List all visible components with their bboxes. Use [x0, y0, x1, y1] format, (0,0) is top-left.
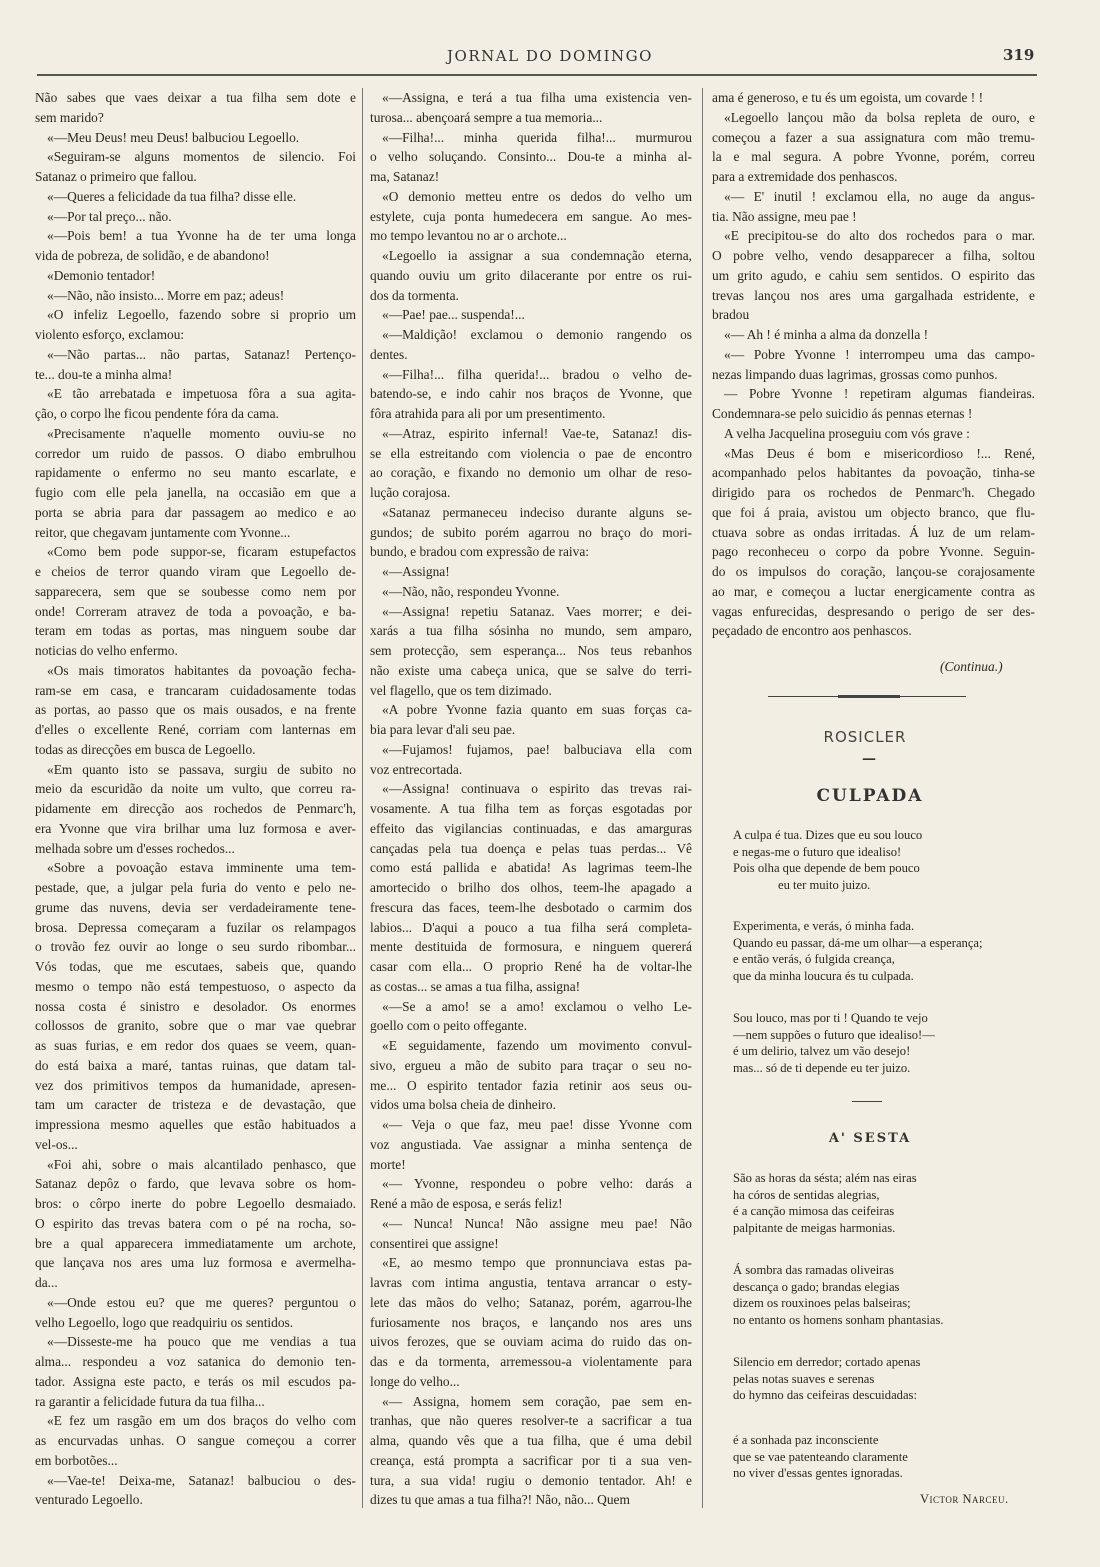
paragraph: [712, 88, 1035, 108]
text-line: d'elles o excellente René, corriam com lanternas em: [35, 722, 356, 737]
text-line: «Satanaz permaneceu indeciso durante alguns se-: [382, 504, 692, 520]
paragraph: [370, 779, 692, 996]
text-line: Satanaz o primeiro que fallou.: [35, 169, 197, 184]
text-line: «—Assigna!: [382, 564, 450, 579]
poem-stanza: [733, 918, 983, 984]
paragraph: [35, 88, 356, 128]
text-line: venturado Legoello.: [35, 1492, 143, 1508]
text-line: «—Se a amo! se a amo! exclamou o velho Le-: [382, 998, 692, 1014]
text-line: pestade, que, a julgar pela furia do vento e pelo ne-: [35, 880, 356, 895]
text-line: as encurvadas unhas. O sangue começou a correr: [35, 1433, 356, 1448]
text-line: ctuava sobre as ondas irritadas. Á luz de um relam-: [712, 524, 1035, 540]
text-line: ma, Satanaz!: [370, 169, 440, 184]
paragraph: [370, 325, 692, 365]
text-line: voz angustiada. Vae assignar a minha sentença de: [370, 1136, 692, 1152]
poem-stanza: [733, 827, 922, 893]
paragraph: [35, 1155, 356, 1293]
text-line: tador. Assigna este pacto, e terás os mil escudos pa-: [35, 1373, 356, 1389]
paragraph: [370, 602, 692, 701]
text-line: casar com ella... O proprio René ha de voltar-lhe: [370, 959, 692, 974]
text-line: um grito agudo, e cahiu sem sentidos. O espirito das: [712, 267, 1035, 283]
poem-line: mas... só de ti depende eu ter juizo.: [733, 1060, 911, 1075]
text-line: Não sabes que vaes deixar a tua filha sem dote e: [35, 90, 356, 105]
text-line: meio da escuridão da noite um vulto, que correu ra-: [35, 781, 356, 797]
poem-line: é a sonhada paz inconsciente: [733, 1433, 879, 1447]
text-line: «—Assigna, e terá a tua filha uma existencia ven-: [382, 90, 692, 105]
text-line: nossa costa é sinistro e desolador. Os enormes: [35, 998, 356, 1014]
text-line: começou a fazer a sua assignatura com mão tremu-: [712, 129, 1035, 145]
poem-line: A culpa é tua. Dizes que eu sou louco: [733, 828, 923, 842]
text-line: sem marido?: [35, 109, 104, 125]
text-line: «—Não partas... não partas, Satanaz! Pertenço-: [47, 346, 356, 362]
text-line: as costas... se amas a tua filha, assigna!: [370, 978, 581, 994]
text-line: Satanaz depôz o fardo, que levava sobre os hom-: [35, 1176, 356, 1192]
text-line: René a mão de esposa, e serás feliz!: [370, 1196, 563, 1211]
paragraph: [370, 1115, 692, 1174]
text-line: que foi á praia, avistou um objecto branco, que flu-: [712, 504, 1035, 520]
poem-stanza: [733, 1432, 908, 1482]
paragraph: [370, 740, 692, 780]
text-line: dizes tu que amas a tua filha?! Não, não... Quem: [370, 1492, 630, 1508]
text-line: xarás a tua filha sósinha no mundo, sem amparo,: [370, 623, 692, 639]
paragraph: [35, 147, 356, 187]
text-line: o trovão fez ouvir ao longe o seu surdo ribombar...: [35, 939, 356, 955]
text-line: era Yvonne que vira brilhar uma luz formosa e aver-: [35, 820, 356, 836]
poem-line: Quando eu passar, dá-me um olhar—a esperança;: [733, 935, 983, 950]
text-line: collossos de granito, sobre que o mar vae quebrar: [35, 1018, 356, 1034]
text-line: estylete, cuja ponta humedecera em sangue. Ao mes-: [370, 208, 692, 224]
text-line: «—Pois bem! a tua Yvonne ha de ter uma longa: [47, 228, 356, 244]
paragraph: [370, 1036, 692, 1115]
text-line: «—Queres a felicidade da tua filha? disse elle.: [47, 188, 297, 204]
poem-line: Experimenta, e verás, ó minha fada.: [733, 919, 915, 933]
paragraph: [35, 542, 356, 661]
paragraph: [370, 246, 692, 305]
text-line: sapparecera, sem que se soubesse como nem por: [35, 583, 356, 599]
poem-line: São as horas da sésta; além nas eiras: [733, 1171, 917, 1185]
text-line: vidos uma bolsa cheia de dinheiro.: [370, 1097, 556, 1113]
paragraph: [35, 1332, 356, 1411]
text-line: «—Meu Deus! meu Deus! balbuciou Legoello.: [47, 129, 300, 145]
text-line: bradou: [712, 307, 750, 323]
text-line: «—Filha!... filha querida!... bradou o velho de-: [382, 366, 692, 382]
text-line: mesmo o tempo não está tempestuoso, o aspecto da: [35, 978, 356, 994]
text-line: nezas limpando duas lagrimas, grossas como punhos.: [712, 366, 998, 382]
text-line: «—Onde estou eu? que me queres? perguntou o: [47, 1294, 356, 1310]
text-line: que lançava nos ares uma luz formosa e avermelha-: [35, 1255, 356, 1271]
paragraph: [370, 700, 692, 740]
text-line: «— Assigna, homem sem coração, pae sem en-: [382, 1393, 692, 1409]
text-line: as suas furias, e em redor dos quaes se veem, quan-: [35, 1038, 356, 1053]
paragraph: [35, 1471, 356, 1511]
text-line: O pobre velho, vendo desapparecer a filha, soltou: [712, 248, 1035, 263]
text-line: «—Disseste-me ha pouco que me vendias a tua: [47, 1334, 356, 1350]
text-line: alma, quando vês que a tua filha, que é uma debil: [370, 1433, 692, 1448]
paragraph: [712, 444, 1035, 642]
paragraph: [35, 286, 356, 306]
text-line: fugio com elle pela janella, na occasião em que a: [35, 485, 356, 500]
text-line: acompanhado pelos habitantes da povoação, tinha-se: [712, 465, 1035, 481]
poem-line: no viver d'essas gentes ignoradas.: [733, 1466, 903, 1481]
text-line: «E fez um rasgão em um dos braços do velho com: [47, 1413, 356, 1429]
poem-stanza: [733, 1170, 917, 1236]
text-line: brosa. Depressa começaram a fuzilar os relampagos: [35, 919, 356, 935]
text-line: «—Vae-te! Deixa-me, Satanaz! balbuciou o des-: [47, 1472, 356, 1488]
text-line: «— Pobre Yvonne ! interrompeu uma das campo-: [724, 346, 1035, 362]
text-line: ra garantir a felicidade futura da tua filha...: [35, 1393, 265, 1409]
text-line: «— E' inutil ! exclamou ella, no auge da angus-: [724, 188, 1035, 204]
text-line: tura, a sua vida! rugiu o demonio tentador. Ah! e: [370, 1472, 692, 1488]
text-line: as portas, ao passo que os mais ousados, e na frente: [35, 702, 356, 718]
text-line: «—Fujamos! fujamos, pae! balbuciava ella com: [382, 741, 692, 757]
paragraph: [35, 345, 356, 385]
poem-line: —nem suppões o futuro que idealiso!—: [733, 1027, 935, 1042]
text-line: «Legoello ia assignar a sua condemnação eterna,: [382, 248, 692, 263]
paragraph: [712, 424, 1035, 444]
poem-author-heading: ROSICLER: [823, 728, 907, 746]
page-number: 319: [1003, 46, 1035, 64]
text-line: ção, o corpo lhe ficou pendente fóra da cama.: [35, 406, 279, 421]
text-line: pidamente em direcção aos rochedos de Penmarc'h,: [35, 801, 356, 816]
text-line: vez dos primitivos tempos da humanidade, apresen-: [35, 1077, 356, 1093]
poem-line: no entanto os homens sonham phantasias.: [733, 1312, 944, 1327]
poem-line: que da minha loucura és tu culpada.: [733, 968, 914, 983]
paragraph: [35, 424, 356, 543]
text-line: «—Não, não insisto... Morre em paz; adeus!: [47, 287, 285, 303]
section-separator-center: [838, 695, 900, 698]
text-line: peçadado de encontro aos penhascos.: [712, 623, 912, 639]
text-line: ao mar, e começou a luctar energicamente contra as: [712, 583, 1035, 599]
text-line: «—Atraz, espirito infernal! Vae-te, Satanaz! dis-: [382, 425, 692, 441]
text-line: bre a qual apparecera immediatamente um archote,: [35, 1235, 356, 1251]
text-line: «O infeliz Legoello, fazendo sobre si proprio um: [47, 307, 356, 323]
text-line: para a extremidade dos penhascos.: [712, 169, 898, 184]
text-line: «Seguiram-se alguns momentos de silencio. Foi: [47, 149, 356, 165]
text-line: bundo, e bradou com expressão de raiva:: [370, 544, 590, 560]
poem-separator: [852, 1101, 882, 1102]
text-line: corredor um ruido de passos. O diabo embrulhou: [35, 445, 356, 461]
text-line: noticias do velho enfermo.: [35, 643, 178, 658]
paragraph: [35, 1293, 356, 1333]
text-line: mente destituida de formosura, e ninguem quererá: [370, 939, 692, 955]
paragraph: [712, 325, 1035, 345]
heading-dash: —: [862, 751, 878, 767]
paragraph: [370, 365, 692, 424]
text-line: dentes.: [370, 346, 408, 362]
text-line: vosamente. A tua filha tem as forças esgotadas por: [370, 801, 692, 816]
text-line: lavras com intima angustia, tentava arrancar o esty-: [370, 1275, 692, 1290]
paragraph: [370, 128, 692, 187]
text-line: «—Assigna! continuava o espirito das trevas rai-: [382, 781, 692, 797]
paragraph: [35, 1411, 356, 1470]
text-line: «Em quanto isto se passava, surgiu de subito no: [47, 761, 356, 777]
text-line: «—Maldição! exclamou o demonio rangendo os: [382, 327, 692, 342]
poem-line: eu ter muito juizo.: [778, 877, 871, 892]
article-column-1: [35, 88, 356, 1510]
paragraph: [35, 384, 356, 424]
continued-note: (Continua.): [940, 659, 1003, 674]
text-line: turosa... abençoará sempre a tua memoria...: [370, 109, 603, 125]
poem-title-sesta: A' SESTA: [828, 1131, 912, 1146]
text-line: la e mal segura. A pobre Yvonne, porém, correu: [712, 149, 1035, 165]
article-column-2: [370, 88, 692, 1510]
poem-line: descança o gado; brandas elegias: [733, 1279, 900, 1294]
paragraph: [370, 582, 692, 602]
article-column-3: [712, 88, 1035, 641]
text-line: dos da tormenta.: [370, 287, 459, 303]
text-line: O espirito das trevas batera com o pé na rocha, so-: [35, 1215, 356, 1231]
text-line: vel-os...: [35, 1136, 78, 1152]
text-line: quando ouviu um grito dilacerante por entre os rui-: [370, 267, 692, 283]
text-line: «Sobre a povoação estava imminente uma tem-: [47, 860, 356, 876]
text-line: «E tão arrebatada e impetuosa fôra a sua agita-: [47, 386, 356, 402]
text-line: violento esforço, exclamou:: [35, 327, 185, 342]
poem-line: ha córos de sentidas alegrias,: [733, 1187, 880, 1202]
text-line: fôra atrahida para ali por um presentimento.: [370, 406, 606, 421]
text-line: gundos; de subito porém agarrou no braço do mori-: [370, 524, 692, 540]
text-line: mo tempo levantou no ar o archote...: [370, 228, 567, 244]
paragraph: [370, 1174, 692, 1214]
poem-line: Sou louco, mas por ti ! Quando te vejo: [733, 1011, 928, 1025]
poem-line: é um delirio, talvez um vão desejo!: [733, 1044, 911, 1059]
paragraph: [370, 1253, 692, 1391]
poem-line: Silencio em derredor; cortado apenas: [733, 1355, 921, 1369]
poem-line: do hymno das ceifeiras descuidadas:: [733, 1388, 917, 1403]
poem-line: pelas notas suaves e serenas: [733, 1371, 875, 1386]
text-line: «Mas Deus é bom e misericordioso !... René,: [724, 445, 1035, 461]
text-line: «Os mais timoratos habitantes da povoação fecha-: [47, 662, 356, 678]
text-line: «E seguidamente, fazendo um movimento convul-: [382, 1038, 692, 1053]
text-line: e cheios de terror quando viram que Legoello de-: [35, 564, 356, 579]
text-line: porta se abria para dar passagem ao medico e ao: [35, 504, 356, 520]
text-line: morte!: [370, 1156, 406, 1172]
paragraph: [35, 661, 356, 760]
text-line: voz entrecortada.: [370, 761, 463, 777]
text-line: todas as direcções em busca de Legoello.: [35, 741, 256, 757]
text-line: «— Veja o que faz, meu pae! disse Yvonne com: [382, 1117, 692, 1132]
paragraph: [370, 424, 692, 503]
poem-line: é a canção mimosa das ceifeiras: [733, 1204, 895, 1219]
paragraph: [35, 266, 356, 286]
text-line: «Demonio tentador!: [47, 267, 156, 283]
text-line: como está pallida e abatida! As lagrimas teem-lhe: [370, 860, 692, 876]
poem-signature: Victor Narceu.: [920, 1492, 1009, 1506]
text-line: vel flagello, que os tem dizimado.: [370, 682, 552, 698]
paragraph: [35, 226, 356, 266]
paragraph: [35, 207, 356, 227]
text-line: uivos ferozes, que se ouviam acima do ruido das on-: [370, 1334, 692, 1350]
text-line: lete das mãos do velho; Satanaz, porém, agarrou-lhe: [370, 1294, 692, 1310]
text-line: teram em todas as portas, mas ninguem soube dar: [35, 623, 356, 639]
poem-stanza: [733, 1354, 920, 1404]
text-line: «—Por tal preço... não.: [47, 208, 172, 224]
text-line: do os impulsos do coração, lançou-se corajosamente: [712, 564, 1035, 579]
text-line: frescura das faces, teem-lhe desbotado o carmim dos: [370, 899, 692, 915]
header-rule: [37, 74, 1037, 76]
text-line: trevas lançou nos ares uma gargalhada estridente, e: [712, 287, 1035, 303]
text-line: bros: o côrpo inerte do pobre Legoello desmaiado.: [35, 1196, 356, 1211]
text-line: Vós todas, que me escutaes, sabeis que, quando: [35, 959, 356, 974]
paragraph: [35, 187, 356, 207]
paragraph: [712, 187, 1035, 227]
text-line: batendo-se, e indo cahir nos braços de Yvonne, que: [370, 386, 692, 402]
text-line: vida de pobreza, de solidão, e de abandono!: [35, 248, 270, 263]
text-line: do está baixa a maré, tantas ruinas, que datam tal-: [35, 1057, 356, 1073]
text-line: ram-se em casa, e trancaram cuidadosamente todas: [35, 682, 356, 698]
text-line: «—Filha!... minha querida filha!... murmurou: [382, 129, 692, 145]
poem-stanza: [733, 1262, 944, 1328]
text-line: o velho soluçando. Consinto... Dou-te a minha al-: [370, 149, 692, 165]
text-line: reitor, que chegavam juntamente com Yvonne...: [35, 524, 291, 540]
text-line: em borbotões...: [35, 1452, 118, 1468]
poem-line: e negas-me o futuro que idealiso!: [733, 844, 902, 859]
text-line: cançadas pela tua doença e pelas tuas perdas... Vê: [370, 840, 692, 856]
text-line: rapidamente o enfermo no seu manto escarlate, e: [35, 465, 356, 481]
text-line: «— Ah ! é minha a alma da donzella !: [724, 327, 929, 342]
text-line: vagas enfurecidas, despresando o perigo de ser des-: [712, 603, 1035, 619]
text-line: «—Não, não, respondeu Yvonne.: [382, 583, 560, 599]
paragraph: [712, 226, 1035, 325]
text-line: me... O espirito tentador fazia retinir aos seus ou-: [370, 1077, 692, 1093]
paragraph: [370, 88, 692, 128]
text-line: tranhas, que não queres resolver-te a sacrificar a tua: [370, 1413, 692, 1429]
text-line: «Precisamente n'aquelle momento ouviu-se no: [47, 425, 356, 441]
column-divider: [362, 88, 363, 1508]
paragraph: [35, 128, 356, 148]
paragraph: [712, 345, 1035, 385]
text-line: melhada sobre um d'esses rochedos...: [35, 840, 235, 856]
text-line: onde! Correram atravez de toda a povoação, e ba-: [35, 603, 356, 619]
text-line: «—Assigna! repetiu Satanaz. Vaes morrer; e dei-: [382, 603, 692, 619]
text-line: ao coração, e fixando no demonio um olhar de reso-: [370, 465, 692, 481]
text-line: das e da tormenta, arremessou-a violentamente para: [370, 1354, 692, 1369]
text-line: grume das nuvens, devia ser verdadeiramente tene-: [35, 899, 356, 915]
text-line: longe do velho...: [370, 1373, 460, 1389]
paragraph: [370, 1392, 692, 1511]
paragraph: [370, 562, 692, 582]
text-line: se ella estreitando com violencia o pae de encontro: [370, 445, 692, 461]
text-line: sivo, ergueu a mão de subito para traçar o seu no-: [370, 1057, 692, 1073]
poem-line: palpitante de meigas harmonias.: [733, 1220, 896, 1235]
poem-title-culpada: CULPADA: [816, 786, 924, 806]
text-line: «—Pae! pae... suspenda!...: [382, 307, 525, 323]
poem-line: que se vae patenteando claramente: [733, 1449, 908, 1464]
paragraph: [370, 503, 692, 562]
text-line: «O demonio metteu entre os dedos do velho um: [382, 188, 692, 204]
text-line: tia. Não assigne, meu pae !: [712, 208, 857, 224]
text-line: furiosamente nos braços, e lançando nos ares uns: [370, 1314, 692, 1330]
poem-line: Pois olha que depende de bem pouco: [733, 861, 920, 876]
text-line: te... dou-te a minha alma!: [35, 366, 173, 382]
text-line: «— Yvonne, respondeu o pobre velho: darás a: [382, 1176, 692, 1192]
text-line: «E precipitou-se do alto dos rochedos para o mar.: [724, 228, 1035, 244]
text-line: creança, está prompta a sacrificar por ti a sua ven-: [370, 1452, 692, 1468]
paragraph: [370, 305, 692, 325]
text-line: ama é generoso, e tu és um egoista, um covarde ! !: [712, 90, 984, 105]
text-line: «A pobre Yvonne fazia quanto em suas forças ca-: [382, 702, 692, 718]
paragraph: [370, 1214, 692, 1254]
text-line: goello com o peito offegante.: [370, 1018, 528, 1034]
text-line: «Como bem pode suppor-se, ficaram estupefactos: [47, 544, 356, 560]
text-line: «E, ao mesmo tempo que pronnunciava estas pa-: [382, 1255, 692, 1271]
text-line: da...: [35, 1275, 58, 1290]
paragraph: [370, 997, 692, 1037]
text-line: «Legoello lançou mão da bolsa repleta de ouro, e: [724, 109, 1035, 125]
poem-line: e então verás, ó fulgida creança,: [733, 952, 895, 967]
text-line: sem protecção, sem esperança... Nos teus rebanhos: [370, 643, 692, 658]
text-line: consentirei que assigne!: [370, 1235, 499, 1251]
text-line: «— Nunca! Nunca! Não assigne meu pae! Não: [382, 1215, 692, 1231]
text-line: bia para levar d'ali seu pae.: [370, 722, 516, 737]
text-line: A velha Jacquelina proseguiu com vós grave :: [724, 425, 970, 441]
text-line: alma... respondeu a voz satanica do demonio ten-: [35, 1354, 356, 1369]
text-line: impressiona mesmo aquelles que estão habituados a: [35, 1117, 356, 1132]
paragraph: [35, 858, 356, 1154]
poem-line: Á sombra das ramadas oliveiras: [733, 1263, 894, 1277]
text-line: pago reconheceu o corpo da pobre Yvonne. Seguin-: [712, 544, 1035, 560]
text-line: velho Legoello, logo que readquiriu os sentidos.: [35, 1314, 294, 1330]
text-line: Condemnara-se pelo suicidio ás pennas eternas !: [712, 406, 973, 421]
text-line: labios... D'aqui a pouco a tua filha será completa-: [370, 919, 692, 935]
text-line: dirigido para os rochedos de Penmarc'h. Chegado: [712, 485, 1035, 500]
text-line: não existe uma cabeça unica, que se salve do terri-: [370, 662, 692, 678]
text-line: — Pobre Yvonne ! repetiram algumas fiandeiras.: [724, 386, 1035, 402]
paragraph: [712, 384, 1035, 424]
poem-stanza: [733, 1010, 935, 1076]
text-line: «Foi ahi, sobre o mais alcantilado penhasco, que: [47, 1156, 356, 1172]
poem-line: dizem os rouxinoes pelas balseiras;: [733, 1296, 911, 1311]
paragraph: [35, 305, 356, 345]
newspaper-title: JORNAL DO DOMINGO: [447, 47, 653, 65]
paragraph: [370, 187, 692, 246]
text-line: lução corajosa.: [370, 485, 451, 500]
paragraph: [712, 108, 1035, 187]
text-line: amortecido o brilho dos olhos, teem-lhe apagado a: [370, 880, 692, 895]
text-line: tam um caracter de tristeza e de devastação, que: [35, 1097, 356, 1113]
paragraph: [35, 760, 356, 859]
text-line: effeito das vigilancias continuadas, e das amarguras: [370, 820, 692, 836]
